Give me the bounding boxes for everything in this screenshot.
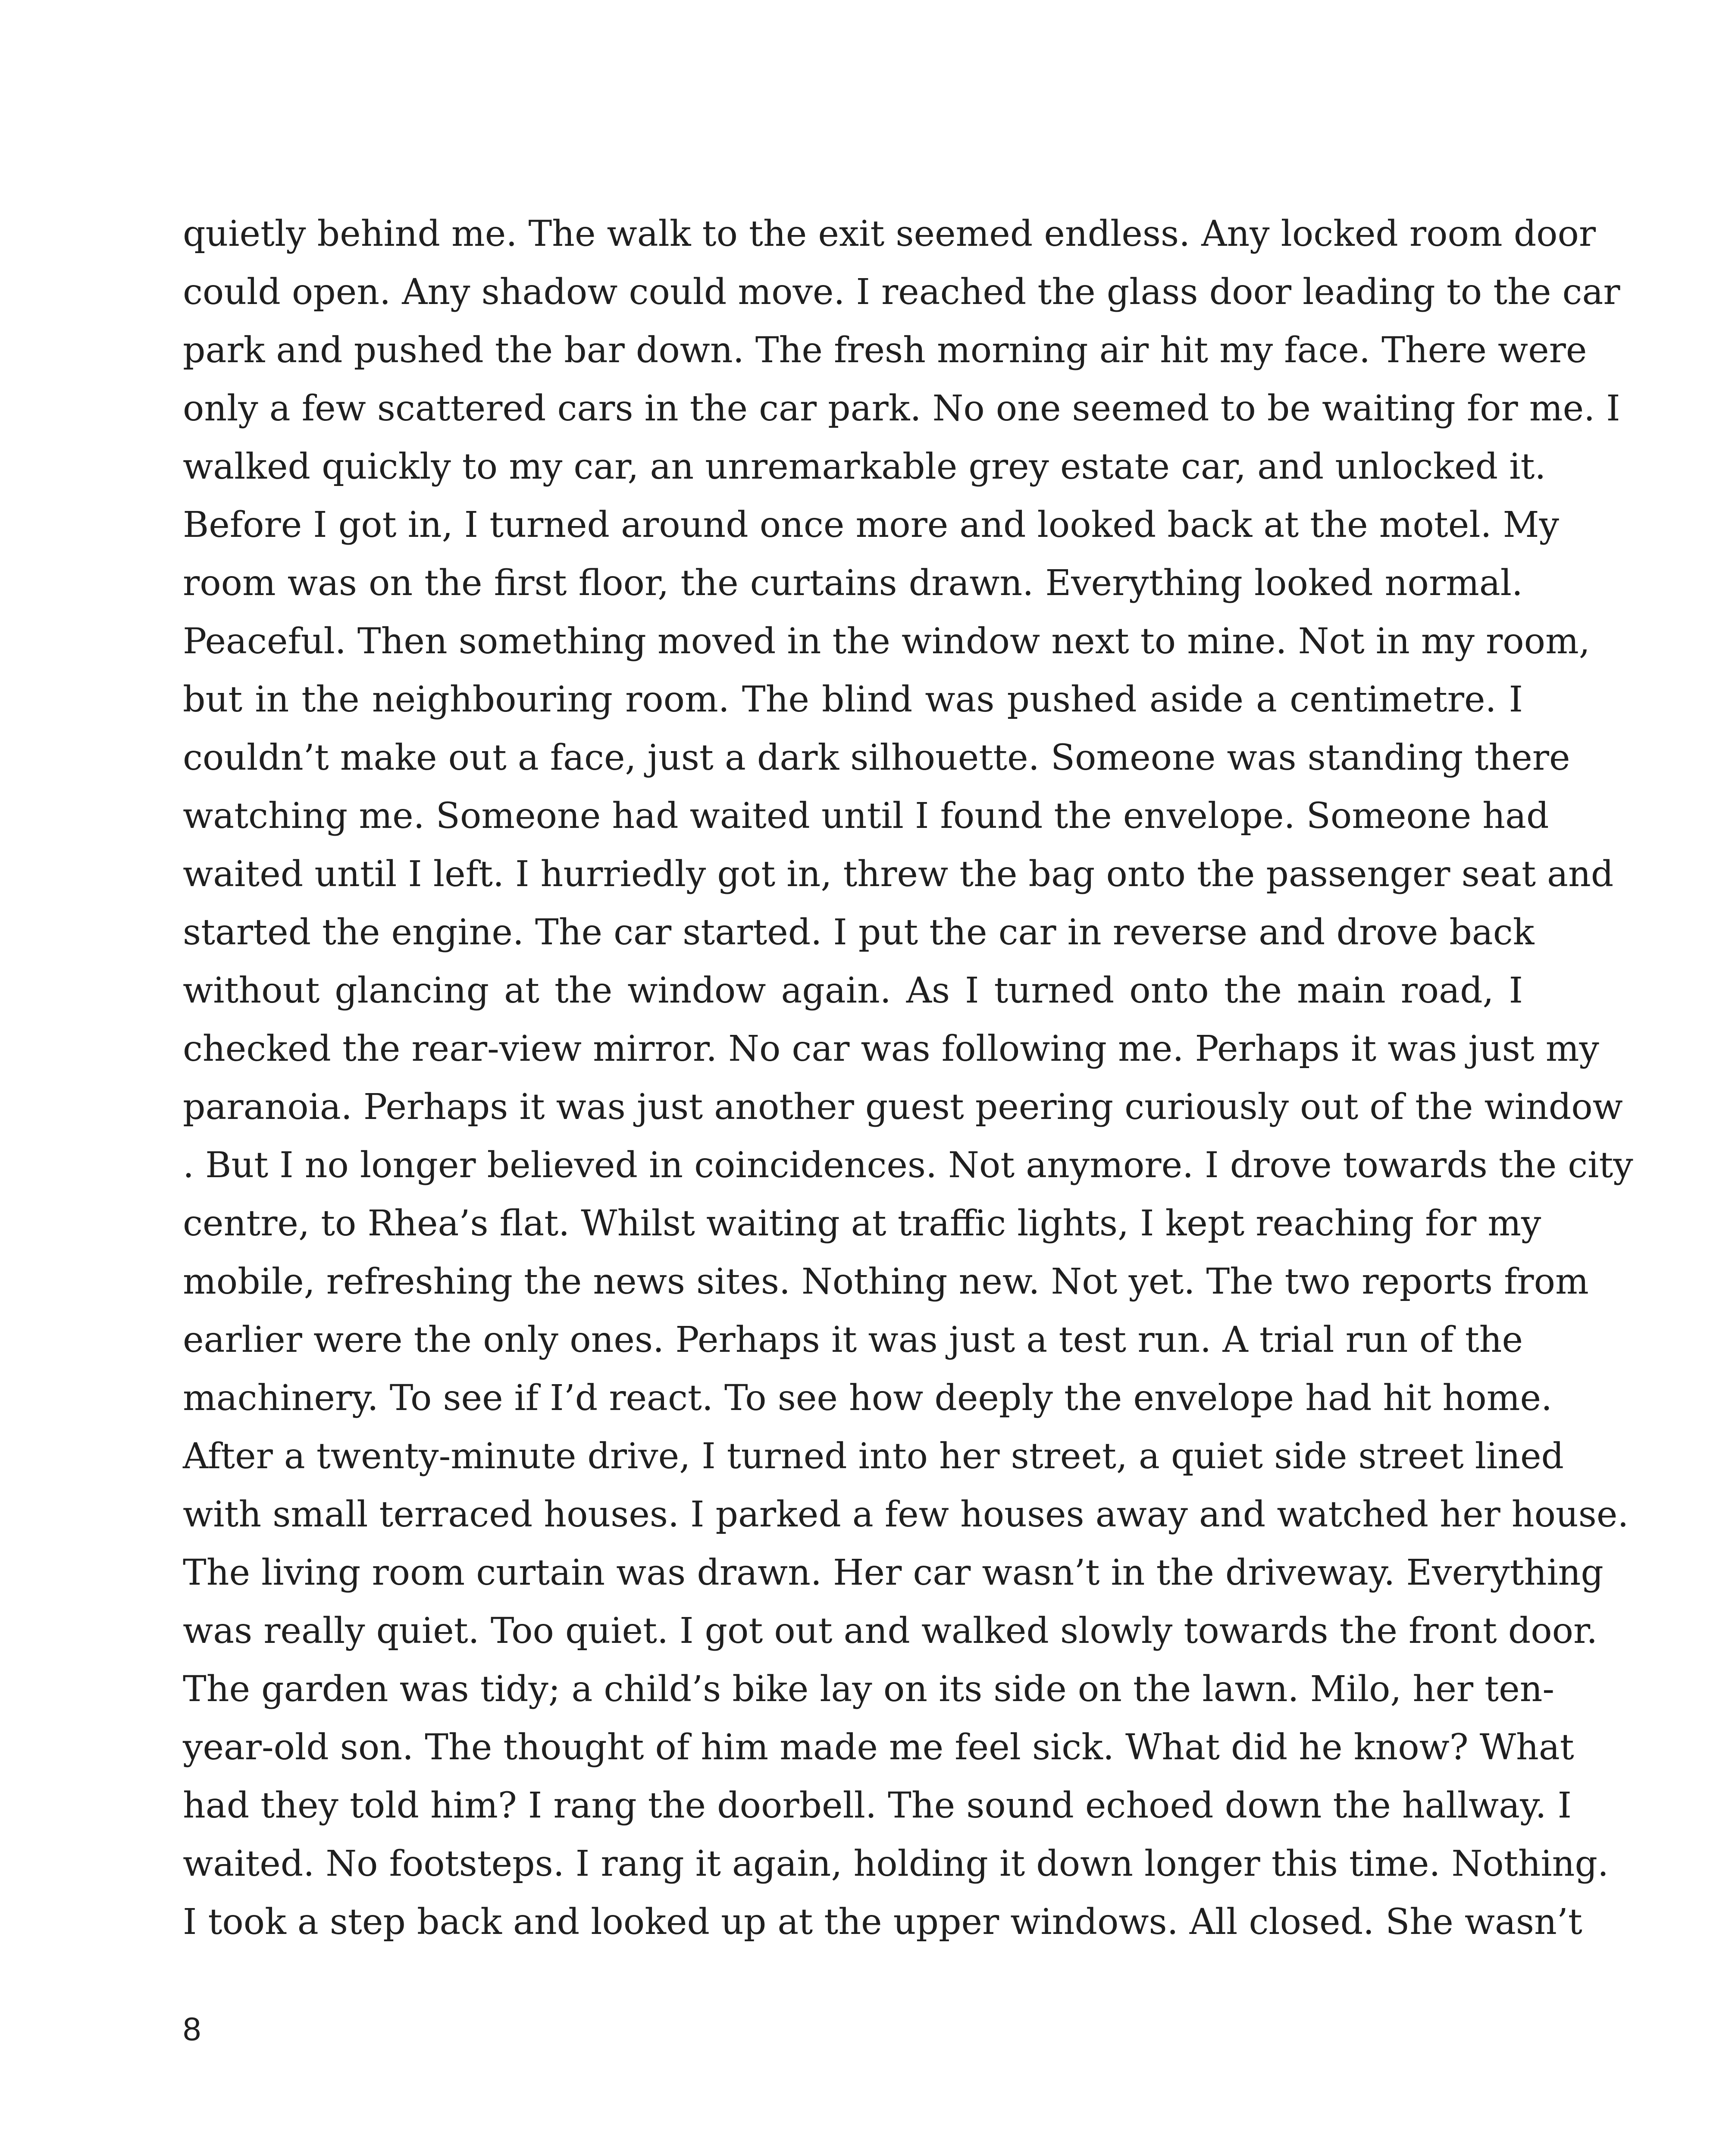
text-line: could open. Any shadow could move. I reached the glass door leading to the car: [183, 272, 1620, 313]
text-line: The living room curtain was drawn. Her car wasn’t in the driveway. Everything: [183, 1552, 1604, 1593]
text-line: park and pushed the bar down. The fresh morning air hit my face. There were: [183, 330, 1587, 371]
text-line: without glancing at the window again. As I turned onto the main road, I: [183, 970, 1523, 1011]
text-line: Before I got in, I turned around once more and looked back at the motel. My: [183, 505, 1559, 545]
text-line: quietly behind me. The walk to the exit seemed endless. Any locked room door: [183, 213, 1596, 254]
text-line: Peaceful. Then something moved in the window next to mine. Not in my room,: [183, 621, 1590, 662]
text-line: . But I no longer believed in coincidences. Not anymore. I drove towards the city: [183, 1145, 1633, 1186]
text-line: year-old son. The thought of him made me feel sick. What did he know? What: [183, 1727, 1574, 1768]
text-line: checked the rear-view mirror. No car was following me. Perhaps it was just my: [183, 1028, 1599, 1069]
text-line: couldn’t make out a face, just a dark silhouette. Someone was standing there: [183, 737, 1570, 778]
text-line: After a twenty-minute drive, I turned into her street, a quiet side street lined: [183, 1436, 1564, 1477]
text-line: had they told him? I rang the doorbell. The sound echoed down the hallway. I: [183, 1785, 1572, 1826]
text-line: only a few scattered cars in the car park. No one seemed to be waiting for me. I: [183, 388, 1620, 429]
text-line: started the engine. The car started. I put the car in reverse and drove back: [183, 912, 1535, 953]
text-line: I took a step back and looked up at the upper windows. All closed. She wasn’t: [183, 1902, 1582, 1943]
page-number: 8: [183, 2011, 201, 2048]
text-line: centre, to Rhea’s flat. Whilst waiting at traffic lights, I kept reaching for my: [183, 1203, 1541, 1244]
text-line: was really quiet. Too quiet. I got out and walked slowly towards the front door.: [183, 1611, 1598, 1651]
text-line: earlier were the only ones. Perhaps it was just a test run. A trial run of the: [183, 1319, 1523, 1360]
text-line: watching me. Someone had waited until I found the envelope. Someone had: [183, 796, 1549, 837]
text-line: but in the neighbouring room. The blind was pushed aside a centimetre. I: [183, 679, 1523, 720]
text-line: with small terraced houses. I parked a few houses away and watched her house.: [183, 1494, 1629, 1535]
text-line: room was on the first floor, the curtains drawn. Everything looked normal.: [183, 563, 1523, 604]
text-line: waited. No footsteps. I rang it again, holding it down longer this time. Nothing.: [183, 1843, 1609, 1884]
text-line: mobile, refreshing the news sites. Nothing new. Not yet. The two reports from: [183, 1261, 1589, 1302]
text-line: The garden was tidy; a child’s bike lay on its side on the lawn. Milo, her ten-: [183, 1669, 1555, 1710]
text-line: waited until I left. I hurriedly got in, threw the bag onto the passenger seat and: [183, 854, 1614, 895]
text-line: paranoia. Perhaps it was just another guest peering curiously out of the window: [183, 1087, 1623, 1128]
text-line: machinery. To see if I’d react. To see how deeply the envelope had hit home.: [183, 1378, 1553, 1419]
body-text: [183, 205, 1633, 1951]
text-line: walked quickly to my car, an unremarkable grey estate car, and unlocked it.: [183, 446, 1546, 487]
